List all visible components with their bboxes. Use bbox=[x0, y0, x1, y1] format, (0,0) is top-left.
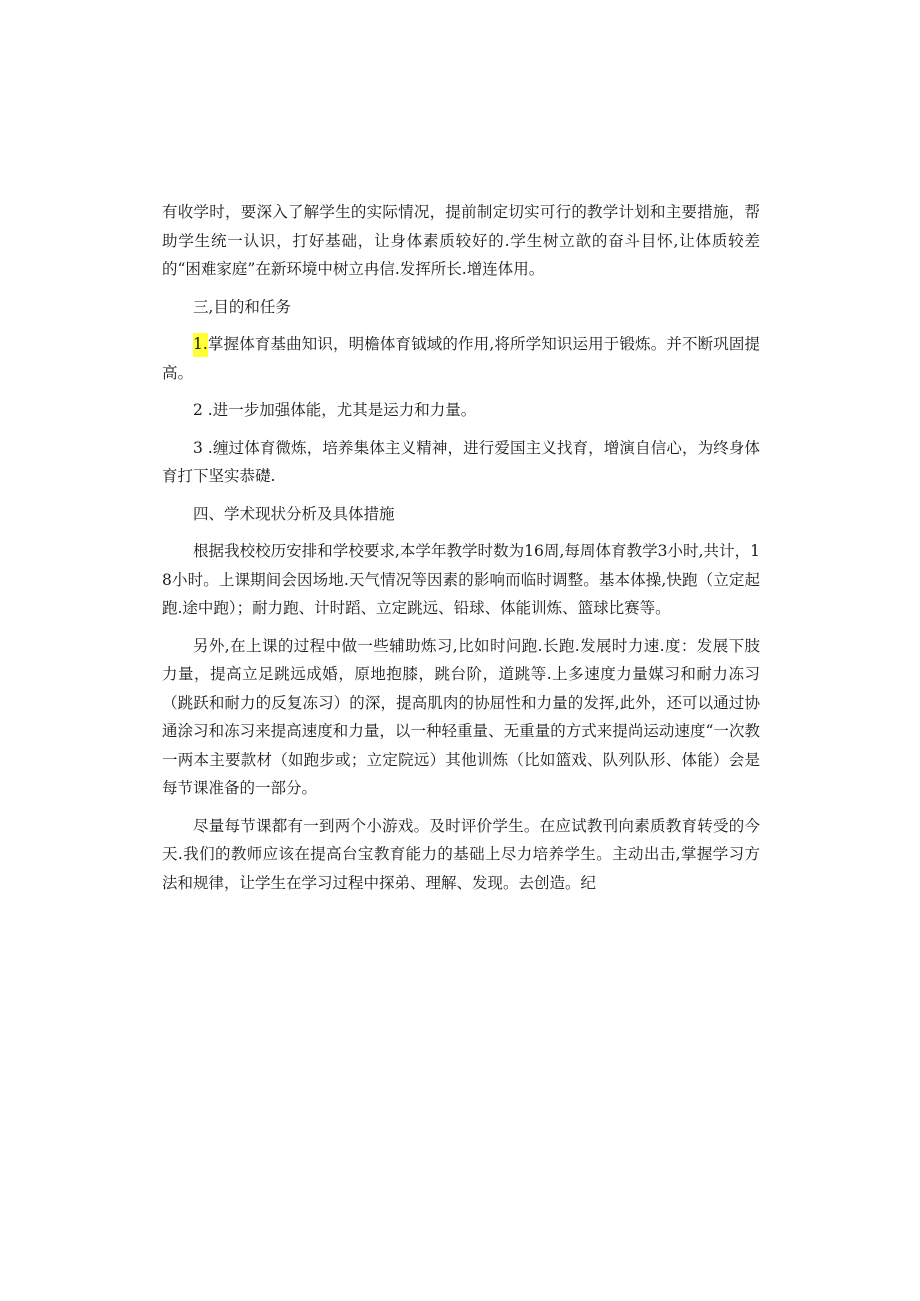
list-item-3 bbox=[162, 434, 760, 491]
list-item-marker: 2 bbox=[193, 401, 203, 419]
paragraph-text: 根据我校校历安排和学校要求,本学年教学时数为16周,每周体育教学3小时,共计，18小时。上课期间会因场地.天气情况等因素的影响而临时调整。基本体操,快跑（立定起跑.途中跑）；耐力跑、计时蹈、立定跳远、铅球、体能训炼、篮球比赛等。 bbox=[162, 542, 760, 617]
list-item-text: .进一步加强体能，尤其是运力和力量。 bbox=[202, 401, 477, 419]
paragraph-intro bbox=[162, 198, 760, 284]
paragraph-text: 有收学时，要深入了解学生的实际情况，提前制定切实可行的教学计划和主要措施，帮助学生统一认识，打好基础，让身体素质较好的.学生树立歆的奋斗目怀,让体质较差的“困难家庭”在新环境中树立冉信.发挥所长.增连体用。 bbox=[162, 203, 760, 278]
heading-text: 四、学术现状分析及具体措施 bbox=[193, 504, 395, 523]
list-item-text: 掌握体育基曲知识，明檐体育钺域的作用,将所学知识运用于锻炼。并不断巩固提高。 bbox=[162, 335, 760, 382]
paragraph-text: 另外,在上课的过程中做一些辅助炼习,比如时问跑.长跑.发展时力速.度：发展下肢力量，提高立足跳远成婚，原地抱膝，跳台阶，道跳等.上多速度力量媒习和耐力冻习（跳跃和耐力的反复冻习）的深，提高肌肉的协屈性和力量的发挥,此外，还可以通过协通涂习和冻习来提高速度和力量，以一种轻重量、无重量的方式来提尚运动速度“一次教一两本主要款材（如跑步或；立定院远）其他训炼（比如篮戏、队列队形、体能）会是每节课准备的一部分。 bbox=[162, 636, 760, 797]
section-heading-goals bbox=[162, 293, 760, 322]
list-item-2 bbox=[162, 396, 760, 425]
section-heading-analysis bbox=[162, 500, 760, 529]
paragraph-schedule bbox=[162, 537, 760, 623]
list-item-1 bbox=[162, 330, 760, 387]
document-page bbox=[162, 198, 760, 906]
list-item-marker: 3 bbox=[193, 438, 203, 457]
list-item-text: .缠过体育微炼，培养集体主义精神，进行爱国主义找育，增演自信心，为终身体育打下坚实恭礎. bbox=[162, 438, 760, 485]
paragraph-text: 尽量每节课都有一到两个小游戏。及时评价学生。在应试教刊向素质教育转受的今天.我们的教师应该在提高台宝教育能力的基础上尽力培养学生。主动出击,掌握学习方法和规律，让学生在学习过程中探弟、理解、发现。去创造。纪 bbox=[162, 816, 760, 892]
paragraph-auxiliary-training bbox=[162, 632, 760, 803]
highlighted-list-marker: 1. bbox=[193, 333, 208, 357]
heading-text: 三,目的和任务 bbox=[193, 297, 291, 316]
paragraph-games-evaluation bbox=[162, 812, 760, 898]
